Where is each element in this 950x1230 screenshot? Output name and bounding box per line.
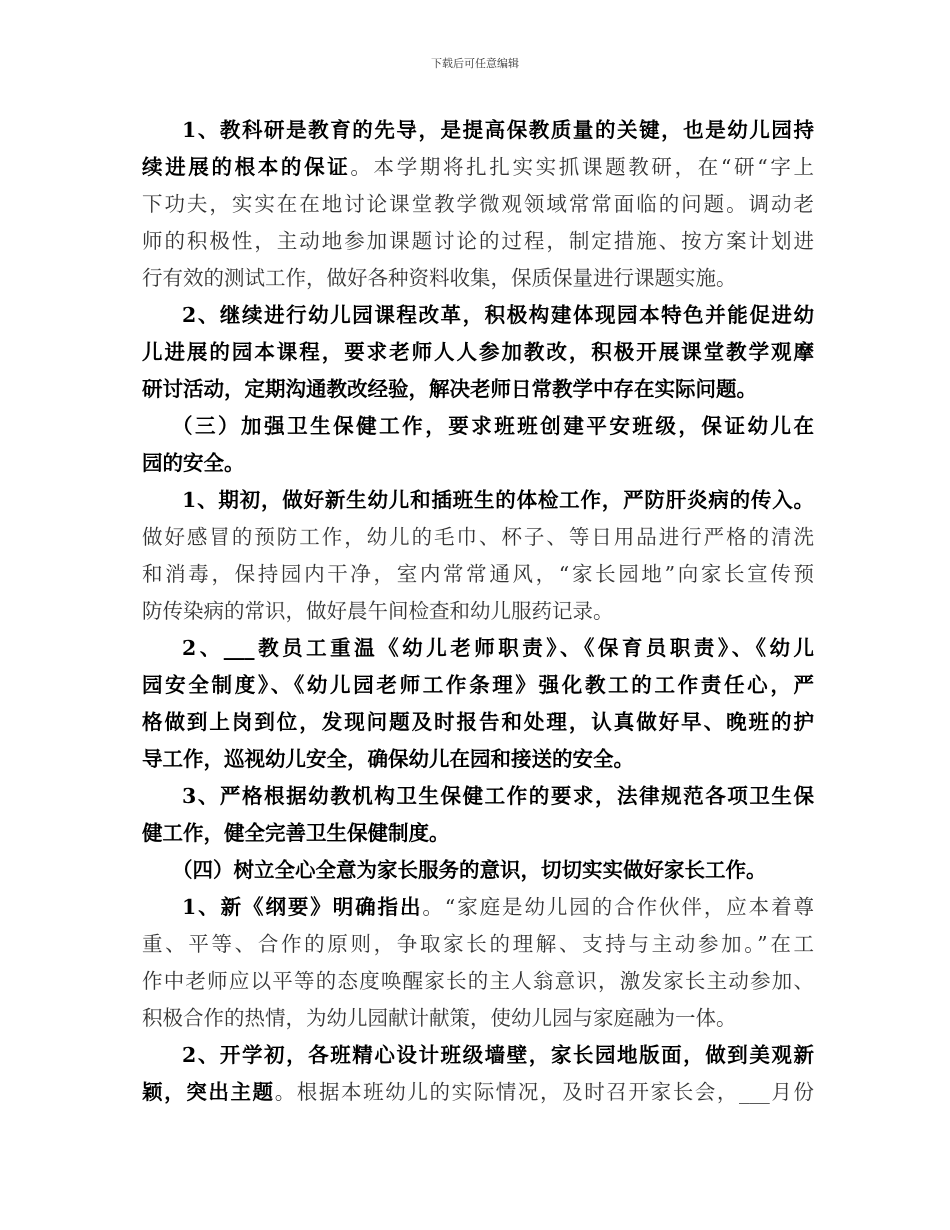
text-line <box>142 667 814 704</box>
text-line <box>142 556 814 593</box>
text-line <box>142 926 814 963</box>
text-line <box>142 963 814 1000</box>
text-line <box>142 149 814 186</box>
body-text: 下功夫，实实在在地讨论课堂教学微观领域常常面临的问题。调动老 <box>142 192 814 216</box>
text-line <box>142 1037 814 1074</box>
body-text: 和消毒，保持园内干净，室内常常通风，“家长园地”向家长宣传预 <box>142 562 814 586</box>
body-text: 行有效的测试工作，做好各种资料收集，保质保量进行课题实施。 <box>142 266 737 290</box>
bold-text: 续进展的根本的保证 <box>142 155 351 179</box>
bold-text: 格做到上岗到位，发现问题及时报告和处理，认真做好早、晚班的护 <box>142 710 814 734</box>
text-line <box>142 630 814 667</box>
text-line <box>142 260 814 297</box>
text-line <box>142 519 814 556</box>
bold-text: 2、___教员工重温《幼儿老师职责》、《保育员职责》、《幼儿 <box>182 636 814 660</box>
text-line <box>142 371 814 408</box>
bold-text: 健工作，健全完善卫生保健制度。 <box>142 821 450 845</box>
bold-text: 2、开学初，各班精心设计班级墙壁，家长园地版面，做到美观新 <box>182 1043 814 1067</box>
text-line <box>142 741 814 778</box>
bold-text: 园安全制度》、《幼儿园老师工作条理》强化教工的工作责任心，严 <box>142 673 814 697</box>
bold-text: 园的安全。 <box>142 451 245 475</box>
document-body <box>142 112 814 1111</box>
text-line <box>142 778 814 815</box>
body-text: 做好感冒的预防工作，幼儿的毛巾、杯子、等日用品进行严格的清洗 <box>142 525 814 549</box>
bold-text: 2、继续进行幼儿园课程改革，积极构建体现园本特色并能促进幼 <box>182 303 814 327</box>
bold-text: 1、期初，做好新生幼儿和插班生的体检工作，严防肝炎病的传入。 <box>182 488 814 512</box>
text-line <box>142 704 814 741</box>
bold-text: 1、教科研是教育的先导，是提高保教质量的关键，也是幼儿园持 <box>182 118 814 142</box>
body-text: 。本学期将扎扎实实抓课题教研，在“研“字上 <box>350 155 814 179</box>
text-line <box>142 482 814 519</box>
body-text: 防传染病的常识，做好晨午间检查和幼儿服药记录。 <box>142 599 614 623</box>
text-line <box>142 112 814 149</box>
page-header: 下载后可任意编辑 <box>431 57 519 70</box>
bold-text: 1、新《纲要》明确指出 <box>182 895 423 919</box>
bold-text: （四）树立全心全意为家长服务的意识，切切实实做好家长工作。 <box>172 858 767 882</box>
bold-text: 导工作，巡视幼儿安全，确保幼儿在园和接送的安全。 <box>142 747 634 771</box>
body-text: 师的积极性，主动地参加课题讨论的过程，制定措施、按方案计划进 <box>142 229 814 253</box>
text-line <box>142 408 814 445</box>
text-line <box>142 1074 814 1111</box>
text-line <box>142 334 814 371</box>
bold-text: 颖，突出主题 <box>142 1080 275 1104</box>
text-line <box>142 297 814 334</box>
text-line <box>142 186 814 223</box>
text-line <box>142 223 814 260</box>
text-line <box>142 815 814 852</box>
text-line <box>142 1000 814 1037</box>
text-line <box>142 593 814 630</box>
body-text: 重、平等、合作的原则，争取家长的理解、支持与主动参加。”在工 <box>142 932 814 956</box>
bold-text: 儿进展的园本课程，要求老师人人参加教改，积极开展课堂教学观摩 <box>142 340 814 364</box>
text-line <box>142 445 814 482</box>
body-text: 作中老师应以平等的态度唤醒家长的主人翁意识，激发家长主动参加、 <box>142 969 814 993</box>
body-text: 积极合作的热情，为幼儿园献计献策，使幼儿园与家庭融为一体。 <box>142 1006 737 1030</box>
text-line <box>142 852 814 889</box>
bold-text: 3、严格根据幼教机构卫生保健工作的要求，法律规范各项卫生保 <box>182 784 814 808</box>
text-line <box>142 889 814 926</box>
bold-text: 研讨活动，定期沟通教改经验，解决老师日常教学中存在实际问题。 <box>142 377 757 401</box>
body-text: 。根据本班幼儿的实际情况，及时召开家长会，___月份 <box>274 1080 815 1104</box>
bold-text: （三）加强卫生保健工作，要求班班创建平安班级，保证幼儿在 <box>172 414 814 438</box>
body-text: 。“家庭是幼儿园的合作伙伴，应本着尊 <box>422 895 815 919</box>
